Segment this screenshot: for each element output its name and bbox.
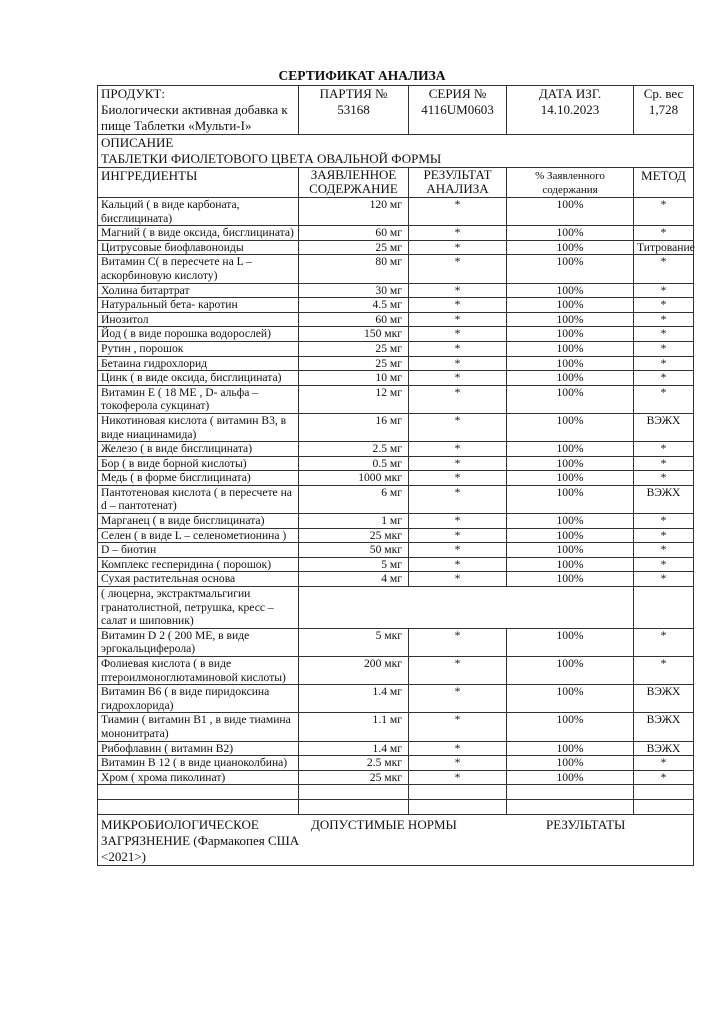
declared-amount: 30 мг bbox=[299, 283, 409, 298]
ingredient-name: Тиамин ( витамин В1 , в виде тиамина мононитрата) bbox=[98, 713, 299, 741]
percent-declared: 100% bbox=[507, 240, 634, 255]
ingredient-name: Витамин Е ( 18 МЕ , D- альфа – токоферола сукцинат) bbox=[98, 385, 299, 413]
analysis-result: * bbox=[409, 341, 507, 356]
ingredient-name: Витамин В 12 ( в виде цианоколбина) bbox=[98, 756, 299, 771]
percent-declared: 100% bbox=[507, 528, 634, 543]
empty-cell bbox=[634, 587, 694, 629]
declared-amount: 200 мкг bbox=[299, 657, 409, 685]
ingredient-name: Хром ( хрома пиколинат) bbox=[98, 770, 299, 785]
table-row bbox=[98, 385, 694, 413]
date-label: ДАТА ИЗГ. bbox=[538, 86, 602, 101]
micro-norms: ДОПУСТИМЫЕ НОРМЫ bbox=[311, 816, 457, 832]
table-row bbox=[98, 514, 694, 529]
ingredient-name: Бор ( в виде борной кислоты) bbox=[98, 456, 299, 471]
analysis-result: * bbox=[409, 514, 507, 529]
analysis-result: * bbox=[409, 283, 507, 298]
ingredient-name: ( люцерна, экстрактмальгигии гранатолистной, петрушка, кресс – салат и шиповник) bbox=[98, 587, 299, 629]
method: * bbox=[634, 283, 694, 298]
declared-amount: 5 мкг bbox=[299, 628, 409, 656]
ingredient-name: Йод ( в виде порошка водорослей) bbox=[98, 327, 299, 342]
method: ВЭЖХ bbox=[634, 713, 694, 741]
series-cell bbox=[409, 86, 507, 135]
table-row bbox=[98, 327, 694, 342]
table-row bbox=[98, 341, 694, 356]
weight-label: Ср. вес bbox=[643, 86, 684, 101]
percent-declared: 100% bbox=[507, 628, 634, 656]
declared-amount: 1.4 мг bbox=[299, 685, 409, 713]
ingredient-name: Сухая растительная основа bbox=[98, 572, 299, 587]
declared-amount: 10 мг bbox=[299, 371, 409, 386]
declared-amount: 50 мкг bbox=[299, 543, 409, 558]
analysis-result: * bbox=[409, 385, 507, 413]
analysis-result: * bbox=[409, 255, 507, 283]
method: * bbox=[634, 657, 694, 685]
table-row bbox=[98, 756, 694, 771]
analysis-result: * bbox=[409, 371, 507, 386]
batch-label: ПАРТИЯ № bbox=[319, 86, 388, 101]
method: * bbox=[634, 471, 694, 486]
ingredient-name: Никотиновая кислота ( витамин В3, в виде ниацинамида) bbox=[98, 413, 299, 441]
ingredient-name: Фолиевая кислота ( в виде птероилмоноглютаминовой кислоты) bbox=[98, 657, 299, 685]
analysis-result: * bbox=[409, 557, 507, 572]
declared-amount: 25 мг bbox=[299, 240, 409, 255]
percent-declared: 100% bbox=[507, 572, 634, 587]
table-row bbox=[98, 685, 694, 713]
method: * bbox=[634, 528, 694, 543]
analysis-result: * bbox=[409, 628, 507, 656]
percent-declared: 100% bbox=[507, 657, 634, 685]
analysis-result bbox=[409, 785, 507, 800]
declared-amount: 150 мкг bbox=[299, 327, 409, 342]
declared-amount: 1000 мкг bbox=[299, 471, 409, 486]
analysis-result: * bbox=[409, 770, 507, 785]
ingredient-name: Медь ( в форме бисглицината) bbox=[98, 471, 299, 486]
method: * bbox=[634, 543, 694, 558]
method: ВЭЖХ bbox=[634, 741, 694, 756]
table-row bbox=[98, 226, 694, 241]
table-row bbox=[98, 456, 694, 471]
analysis-result: * bbox=[409, 741, 507, 756]
analysis-result: * bbox=[409, 312, 507, 327]
analysis-result: * bbox=[409, 471, 507, 486]
analysis-result: * bbox=[409, 713, 507, 741]
product-row bbox=[98, 86, 694, 135]
percent-declared: 100% bbox=[507, 371, 634, 386]
ingredient-name: Цинк ( в виде оксида, бисглицината) bbox=[98, 371, 299, 386]
table-row bbox=[98, 785, 694, 800]
description-cell bbox=[98, 135, 694, 168]
method: * bbox=[634, 371, 694, 386]
percent-declared: 100% bbox=[507, 543, 634, 558]
percent-declared: 100% bbox=[507, 471, 634, 486]
description-text: ТАБЛЕТКИ ФИОЛЕТОВОГО ЦВЕТА ОВАЛЬНОЙ ФОРМЫ bbox=[101, 151, 442, 166]
batch-value: 53168 bbox=[337, 102, 370, 117]
declared-amount bbox=[299, 785, 409, 800]
percent-declared: 100% bbox=[507, 385, 634, 413]
percent-declared: 100% bbox=[507, 413, 634, 441]
description-label: ОПИСАНИЕ bbox=[101, 135, 174, 150]
method bbox=[634, 785, 694, 800]
micro-row bbox=[98, 814, 694, 865]
table-row bbox=[98, 255, 694, 283]
method: * bbox=[634, 385, 694, 413]
method: * bbox=[634, 756, 694, 771]
method: * bbox=[634, 226, 694, 241]
analysis-result: * bbox=[409, 528, 507, 543]
method: ВЭЖХ bbox=[634, 485, 694, 513]
ingredient-name: D – биотин bbox=[98, 543, 299, 558]
method: * bbox=[634, 456, 694, 471]
table-row bbox=[98, 356, 694, 371]
table-row bbox=[98, 557, 694, 572]
table-row bbox=[98, 572, 694, 587]
method: ВЭЖХ bbox=[634, 685, 694, 713]
percent-declared: 100% bbox=[507, 514, 634, 529]
analysis-result: * bbox=[409, 485, 507, 513]
ingredient-name bbox=[98, 799, 299, 814]
declared-amount: 25 мкг bbox=[299, 770, 409, 785]
table-row bbox=[98, 713, 694, 741]
table-row bbox=[98, 298, 694, 313]
table-row bbox=[98, 799, 694, 814]
method bbox=[634, 799, 694, 814]
method: * bbox=[634, 198, 694, 226]
table-row bbox=[98, 485, 694, 513]
percent-declared: 100% bbox=[507, 226, 634, 241]
batch-cell bbox=[299, 86, 409, 135]
method: * bbox=[634, 770, 694, 785]
ingredient-name: Марганец ( в виде бисглицината) bbox=[98, 514, 299, 529]
table-row bbox=[98, 283, 694, 298]
ingredient-name: Натуральный бета- каротин bbox=[98, 298, 299, 313]
percent-declared: 100% bbox=[507, 485, 634, 513]
ingredient-name: Пантотеновая кислота ( в пересчете на d – пантотенат) bbox=[98, 485, 299, 513]
method: * bbox=[634, 341, 694, 356]
table-row bbox=[98, 198, 694, 226]
table-row bbox=[98, 770, 694, 785]
percent-declared: 100% bbox=[507, 341, 634, 356]
declared-amount: 1.4 мг bbox=[299, 741, 409, 756]
percent-declared: 100% bbox=[507, 442, 634, 457]
date-cell bbox=[507, 86, 634, 135]
series-value: 4116UM0603 bbox=[421, 102, 494, 117]
method: * bbox=[634, 557, 694, 572]
analysis-result: * bbox=[409, 685, 507, 713]
ingredient-name: Витамин С( в пересчете на L – аскорбиновую кислоту) bbox=[98, 255, 299, 283]
declared-amount: 2.5 мкг bbox=[299, 756, 409, 771]
ingredient-name: Бетаина гидрохлорид bbox=[98, 356, 299, 371]
table-row bbox=[98, 371, 694, 386]
col-result: РЕЗУЛЬТАТ АНАЛИЗА bbox=[409, 168, 507, 198]
percent-declared bbox=[507, 799, 634, 814]
declared-amount: 120 мг bbox=[299, 198, 409, 226]
ingredient-name: Витамин В6 ( в виде пиридоксина гидрохлорида) bbox=[98, 685, 299, 713]
series-label: СЕРИЯ № bbox=[428, 86, 487, 101]
product-label: ПРОДУКТ: bbox=[101, 86, 165, 101]
table-row bbox=[98, 528, 694, 543]
product-name: Биологически активная добавка к пище Таблетки «Мульти-I» bbox=[101, 102, 288, 133]
col-percent: % Заявленного содержания bbox=[507, 168, 634, 198]
declared-amount: 1 мг bbox=[299, 514, 409, 529]
percent-declared: 100% bbox=[507, 255, 634, 283]
table-row bbox=[98, 741, 694, 756]
table-row bbox=[98, 628, 694, 656]
ingredient-name: Цитрусовые биофлавоноиды bbox=[98, 240, 299, 255]
merged-empty-cell bbox=[299, 587, 634, 629]
column-header-row bbox=[98, 168, 694, 198]
declared-amount: 25 мкг bbox=[299, 528, 409, 543]
declared-amount: 5 мг bbox=[299, 557, 409, 572]
table-row bbox=[98, 413, 694, 441]
declared-amount: 60 мг bbox=[299, 226, 409, 241]
declared-amount: 25 мг bbox=[299, 341, 409, 356]
date-value: 14.10.2023 bbox=[540, 102, 600, 117]
analysis-result: * bbox=[409, 543, 507, 558]
ingredient-name: Селен ( в виде L – селенометионина ) bbox=[98, 528, 299, 543]
declared-amount: 4.5 мг bbox=[299, 298, 409, 313]
col-ingredients: ИНГРЕДИЕНТЫ bbox=[98, 168, 299, 198]
declared-amount: 80 мг bbox=[299, 255, 409, 283]
ingredient-name: Железо ( в виде бисглицината) bbox=[98, 442, 299, 457]
analysis-result: * bbox=[409, 327, 507, 342]
method: * bbox=[634, 442, 694, 457]
analysis-result: * bbox=[409, 572, 507, 587]
ingredient-name: Витамин D 2 ( 200 МЕ, в виде эргокальциферола) bbox=[98, 628, 299, 656]
method: * bbox=[634, 628, 694, 656]
percent-declared: 100% bbox=[507, 770, 634, 785]
table-row bbox=[98, 240, 694, 255]
percent-declared bbox=[507, 785, 634, 800]
analysis-result: * bbox=[409, 226, 507, 241]
micro-label: МИКРОБИОЛОГИЧЕСКОЕ ЗАГРЯЗНЕНИЕ (Фармакопея США <2021>) bbox=[101, 816, 300, 864]
method: * bbox=[634, 312, 694, 327]
analysis-result bbox=[409, 799, 507, 814]
ingredient-name: Комплекс гесперидина ( порошок) bbox=[98, 557, 299, 572]
ingredient-name bbox=[98, 785, 299, 800]
percent-declared: 100% bbox=[507, 283, 634, 298]
weight-cell bbox=[634, 86, 694, 135]
method: Титрование bbox=[634, 240, 694, 255]
declared-amount: 0.5 мг bbox=[299, 456, 409, 471]
analysis-result: * bbox=[409, 657, 507, 685]
analysis-result: * bbox=[409, 756, 507, 771]
declared-amount: 2.5 мг bbox=[299, 442, 409, 457]
declared-amount: 4 мг bbox=[299, 572, 409, 587]
table-row bbox=[98, 543, 694, 558]
declared-amount: 6 мг bbox=[299, 485, 409, 513]
ingredient-name: Магний ( в виде оксида, бисглицината) bbox=[98, 226, 299, 241]
analysis-result: * bbox=[409, 356, 507, 371]
ingredient-name: Инозитол bbox=[98, 312, 299, 327]
method: * bbox=[634, 572, 694, 587]
percent-declared: 100% bbox=[507, 713, 634, 741]
analysis-result: * bbox=[409, 456, 507, 471]
table-row bbox=[98, 471, 694, 486]
declared-amount bbox=[299, 799, 409, 814]
percent-declared: 100% bbox=[507, 557, 634, 572]
col-method: МЕТОД bbox=[634, 168, 694, 198]
percent-declared: 100% bbox=[507, 756, 634, 771]
method: ВЭЖХ bbox=[634, 413, 694, 441]
table-row bbox=[98, 312, 694, 327]
declared-amount: 1.1 мг bbox=[299, 713, 409, 741]
table-row bbox=[98, 657, 694, 685]
ingredient-name: Холина битартрат bbox=[98, 283, 299, 298]
analysis-result: * bbox=[409, 442, 507, 457]
method: * bbox=[634, 327, 694, 342]
micro-cell bbox=[98, 814, 694, 865]
percent-declared: 100% bbox=[507, 312, 634, 327]
document-title: СЕРТИФИКАТ АНАЛИЗА bbox=[278, 68, 446, 83]
analysis-result: * bbox=[409, 198, 507, 226]
percent-declared: 100% bbox=[507, 298, 634, 313]
weight-value: 1,728 bbox=[648, 102, 679, 117]
analysis-result: * bbox=[409, 413, 507, 441]
analysis-result: * bbox=[409, 298, 507, 313]
ingredient-name: Кальций ( в виде карбоната, бисглицината) bbox=[98, 198, 299, 226]
percent-declared: 100% bbox=[507, 356, 634, 371]
micro-results: РЕЗУЛЬТАТЫ bbox=[546, 816, 626, 832]
declared-amount: 25 мг bbox=[299, 356, 409, 371]
method: * bbox=[634, 356, 694, 371]
ingredient-name: Рутин , порошок bbox=[98, 341, 299, 356]
declared-amount: 16 мг bbox=[299, 413, 409, 441]
col-declared: ЗАЯВЛЕННОЕ СОДЕРЖАНИЕ bbox=[299, 168, 409, 198]
table-row bbox=[98, 587, 694, 629]
ingredient-name: Рибофлавин ( витамин В2) bbox=[98, 741, 299, 756]
method: * bbox=[634, 514, 694, 529]
percent-declared: 100% bbox=[507, 327, 634, 342]
percent-declared: 100% bbox=[507, 198, 634, 226]
method: * bbox=[634, 298, 694, 313]
method: * bbox=[634, 255, 694, 283]
declared-amount: 60 мг bbox=[299, 312, 409, 327]
percent-declared: 100% bbox=[507, 456, 634, 471]
percent-declared: 100% bbox=[507, 741, 634, 756]
declared-amount: 12 мг bbox=[299, 385, 409, 413]
header-table bbox=[97, 85, 694, 168]
product-cell bbox=[98, 86, 299, 135]
analysis-result: * bbox=[409, 240, 507, 255]
table-row bbox=[98, 442, 694, 457]
percent-declared: 100% bbox=[507, 685, 634, 713]
ingredients-table bbox=[97, 167, 694, 866]
description-row bbox=[98, 135, 694, 168]
